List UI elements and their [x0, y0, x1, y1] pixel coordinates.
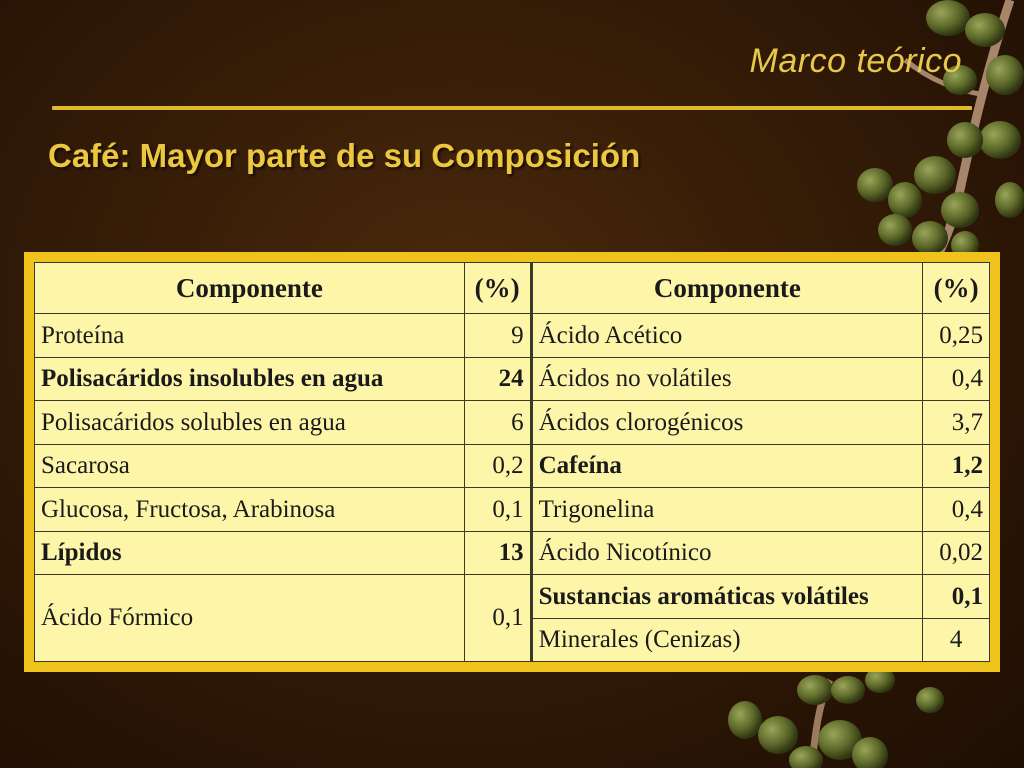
- composition-table-frame: [24, 252, 1000, 672]
- right-component-cell: Minerales (Cenizas): [531, 618, 923, 662]
- right-value-cell: 0,02: [923, 531, 990, 575]
- table-row: [35, 488, 990, 532]
- left-component-cell: Lípidos: [35, 531, 465, 575]
- right-component-cell: Ácido Nicotínico: [531, 531, 923, 575]
- table-header-row: [35, 263, 990, 314]
- left-value-cell: 13: [464, 531, 531, 575]
- table-row: [35, 575, 990, 619]
- right-component-cell: Sustancias aromáticas volátiles: [531, 575, 923, 619]
- right-value-cell: 0,25: [923, 314, 990, 358]
- slide-title: Café: Mayor parte de su Composición: [48, 137, 641, 174]
- right-value-cell: 0,4: [923, 357, 990, 401]
- table-row: [35, 357, 990, 401]
- header-component-right: Componente: [531, 263, 923, 314]
- right-value-cell: 0,4: [923, 488, 990, 532]
- header-percent-right: (%): [923, 263, 990, 314]
- left-component-cell: Ácido Fórmico: [35, 575, 465, 662]
- right-component-cell: Ácido Acético: [531, 314, 923, 358]
- table-row: [35, 531, 990, 575]
- right-value-cell: 4: [923, 618, 990, 662]
- header-divider: [52, 106, 972, 110]
- right-value-cell: 0,1: [923, 575, 990, 619]
- header-percent-left: (%): [464, 263, 531, 314]
- right-component-cell: Ácidos no volátiles: [531, 357, 923, 401]
- left-value-cell: 24: [464, 357, 531, 401]
- left-value-cell: 6: [464, 401, 531, 445]
- table-row: [35, 401, 990, 445]
- left-component-cell: Polisacáridos solubles en agua: [35, 401, 465, 445]
- left-value-cell: 0,2: [464, 444, 531, 488]
- left-component-cell: Glucosa, Fructosa, Arabinosa: [35, 488, 465, 532]
- right-component-cell: Ácidos clorogénicos: [531, 401, 923, 445]
- composition-table: [34, 262, 990, 662]
- left-value-cell: 9: [464, 314, 531, 358]
- left-component-cell: Polisacáridos insolubles en agua: [35, 357, 465, 401]
- right-component-cell: Trigonelina: [531, 488, 923, 532]
- right-value-cell: 3,7: [923, 401, 990, 445]
- left-component-cell: Sacarosa: [35, 444, 465, 488]
- table-row: [35, 444, 990, 488]
- left-value-cell: 0,1: [464, 488, 531, 532]
- right-value-cell: 1,2: [923, 444, 990, 488]
- section-title: Marco teórico: [749, 42, 962, 80]
- left-value-cell: 0,1: [464, 575, 531, 662]
- left-component-cell: Proteína: [35, 314, 465, 358]
- table-row: [35, 314, 990, 358]
- right-component-cell: Cafeína: [531, 444, 923, 488]
- header-component-left: Componente: [35, 263, 465, 314]
